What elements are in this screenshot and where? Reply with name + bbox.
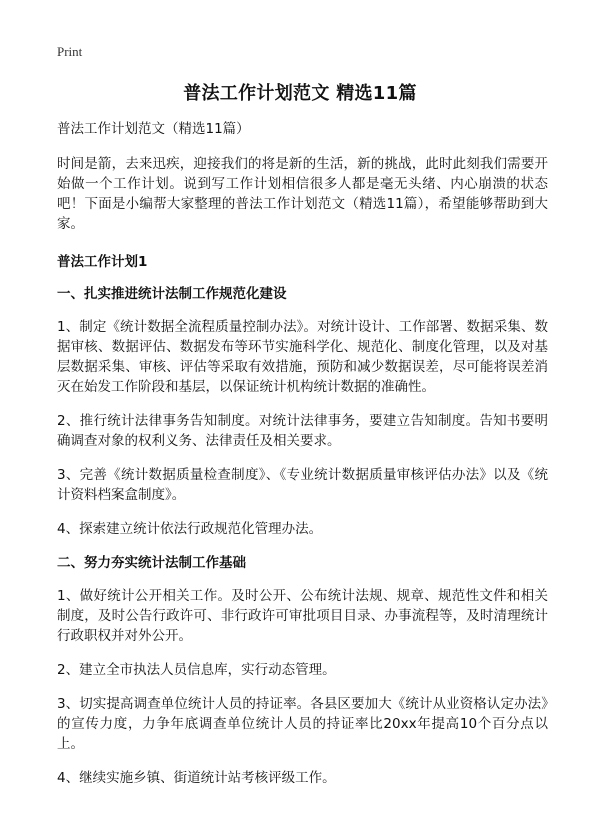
plan-heading: 普法工作计划1 [57,254,148,270]
section-heading: 一、扎实推进统计法制工作规范化建设 [57,286,287,302]
section-paragraph: 4、继续实施乡镇、街道统计站考核评级工作。 [57,770,336,786]
print-link[interactable]: Print [57,44,83,59]
section-paragraph: 3、切实提高调查单位统计人员的持证率。各县区要加大《统计从业资格认定办法》的宣传力度，力争年底调查单位统计人员的持证率比20xx年提高10个百分点以上。 [57,696,548,752]
section-heading: 二、努力夯实统计法制工作基础 [57,555,246,571]
section-paragraph: 2、建立全市执法人员信息库，实行动态管理。 [57,662,336,678]
section-paragraph: 1、做好统计公开相关工作。及时公开、公布统计法规、规章、规范性文件和相关制度，及时公告行政许可、非行政许可审批项目目录、办事流程等，及时清理统计行政职权并对外公开。 [57,588,548,644]
document-body [57,119,548,802]
section-paragraph: 2、推行统计法律事务告知制度。对统计法律事务，要建立告知制度。告知书要明确调查对象的权利义务、法律责任及相关要求。 [57,413,548,449]
document-subtitle: 普法工作计划范文（精选11篇） [57,121,250,137]
section-paragraph: 4、探索建立统计依法行政规范化管理办法。 [57,521,323,537]
section-paragraph: 3、完善《统计数据质量检查制度》、《专业统计数据质量审核评估办法》以及《统计资料档案盒制度》。 [57,467,548,503]
document-title: 普法工作计划范文 精选11篇 [183,83,417,104]
intro-paragraph: 时间是箭，去来迅疾，迎接我们的将是新的生活，新的挑战，此时此刻我们需要开始做一个工作计划。说到写工作计划相信很多人都是毫无头绪、内心崩溃的状态吧！下面是小编帮大家整理的普法工作计划范文（精选11篇），希望能够帮助到大家。 [57,156,548,232]
section-paragraph: 1、制定《统计数据全流程质量控制办法》。对统计设计、工作部署、数据采集、数据审核、数据评估、数据发布等环节实施科学化、规范化、制度化管理，以及对基层数据采集、审核、评估等采取有效措施，预防和减少数据误差，尽可能将误差消灭在始发工作阶段和基层，以保证统计机构统计数据的准确性。 [57,319,548,395]
